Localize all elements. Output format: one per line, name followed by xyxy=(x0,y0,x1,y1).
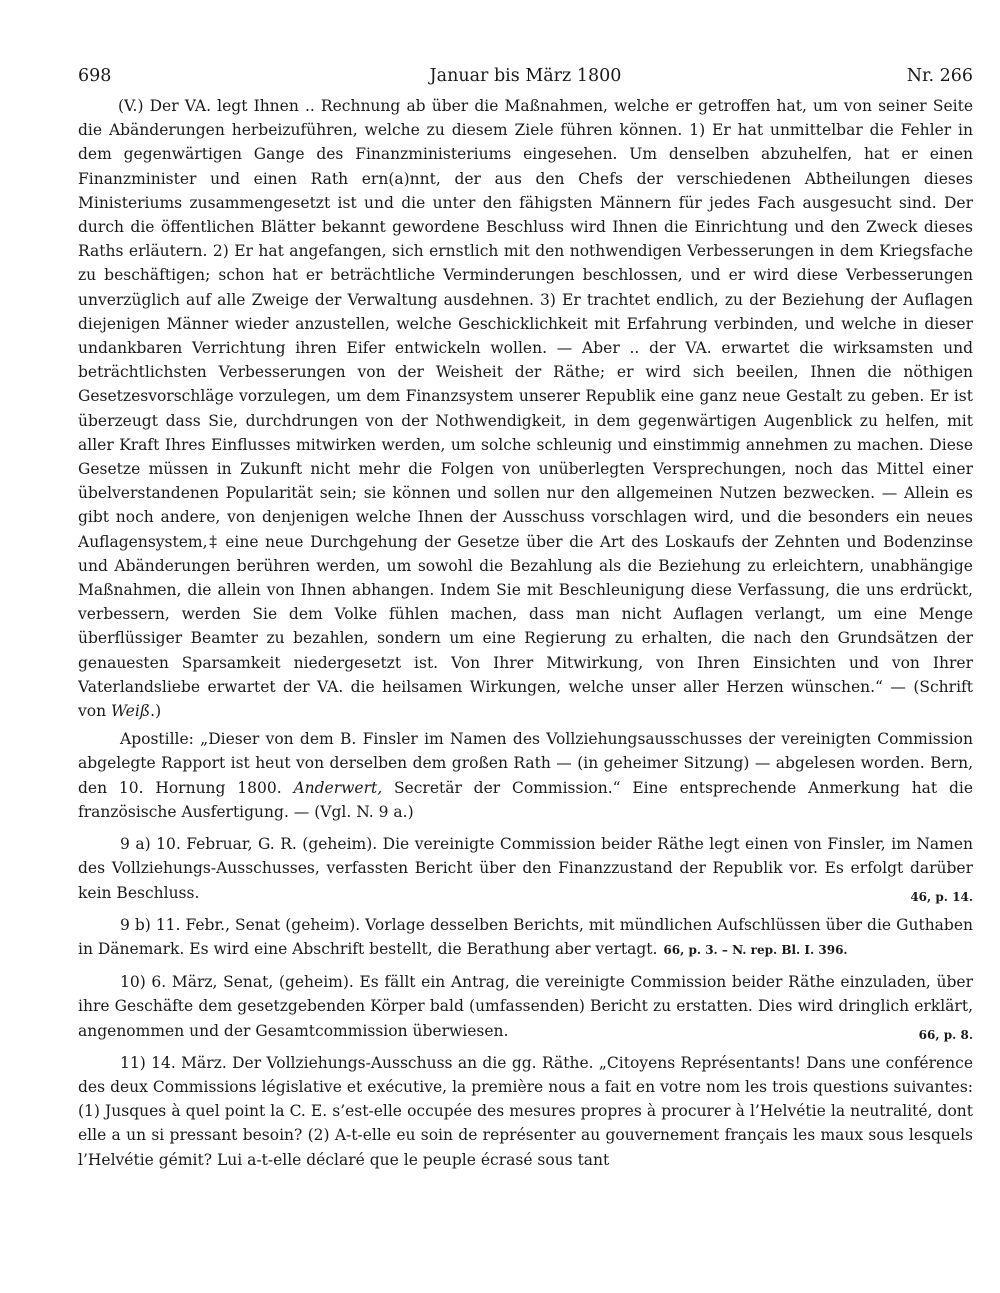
paragraph-text: 9 a) 10. Februar, G. R. (geheim). Die vereinigte Commission beider Räthe legt einen von Finsler, im Namen des Vollziehungs-Ausschusses, verfassten Bericht über den Finanzzustand der Republik vor. Es erfolgt darüber kein Beschluss. xyxy=(78,835,973,902)
source-reference: 46, p. 14. xyxy=(910,889,973,904)
paragraph-entry-9a xyxy=(78,832,973,905)
paragraph-text: 9 b) 11. Febr., Senat (geheim). Vorlage desselben Berichts, mit mündlichen Aufschlüssen über die Guthaben in Dänemark. Es wird eine Abschrift bestellt, die Berathung aber vertagt. xyxy=(78,915,973,958)
running-title: Januar bis März 1800 xyxy=(429,66,622,86)
page-number: 698 xyxy=(78,66,112,86)
document-body xyxy=(78,94,973,1172)
paragraph-text: 10) 6. März, Senat, (geheim). Es fällt ein Antrag, die vereinigte Commission beider Räthe einzuladen, über ihre Geschäfte dem gesetzgebenden Körper bald (umfassenden) Bericht zu erstatten. Dies wird dringlich erklärt, angenommen und der Gesamtcommission überwiesen. xyxy=(78,973,973,1040)
paragraph-text: Apostille: „Dieser von dem B. Finsler im Namen des Vollziehungsausschusses der vereinigten Commission abgelegte Rapport ist heut von derselben dem großen Rath — (in geheimer Sitzung) — abgelesen worden. Bern, den 10. Hornung 1800. xyxy=(78,730,973,797)
document-page xyxy=(78,62,973,1272)
paragraph-entry-10 xyxy=(78,970,973,1043)
page-header xyxy=(78,62,973,94)
secretary-name: Anderwert, xyxy=(293,778,383,797)
paragraph-report xyxy=(78,94,973,723)
source-reference: 66, p. 8. xyxy=(918,1027,973,1042)
paragraph-text: (V.) Der VA. legt Ihnen .. Rechnung ab über die Maßnahmen, welche er getroffen hat, um von seiner Seite die Abänderungen herbeizuführen, welche zu diesem Ziele führen können. 1) Er hat unmittelbar die Fehler in dem gegenwärtigen Gange des Finanzministeriums eingesehen. Um denselben abzuhelfen, hat er einen Finanzminister und einen Rath ern(a)nnt, der aus den Chefs der verschiedenen Abtheilungen dieses Ministeriums zusammengesetzt ist und die unter den fähigsten Männern für jedes Fach ausgesucht sind. Der durch die öffentlichen Blätter bekannt gewordene Beschluss wird Ihnen die Einrichtung und den Zweck dieses Raths erläutern. 2) Er hat angefangen, sich ernstlich mit den nothwendigen Verbesserungen in dem Kriegsfache zu beschäftigen; schon hat er beträchtliche Verminderungen beschlossen, und er wird diese Verbesserungen unverzüglich auf alle Zweige der Verwaltung ausdehnen. 3) Er trachtet endlich, zu der Beziehung der Auflagen diejenigen Männer wieder anzustellen, welche Geschicklichkeit mit Erfahrung verbinden, und welche in dieser undankbaren Verrichtung ihren Eifer entwickeln wollen. — Aber .. der VA. erwartet die wirksamsten und beträchtlichsten Verbesserungen von der Weisheit der Räthe; er wird sich beeilen, Ihnen die nöthigen Gesetzesvorschläge vorzulegen, um dem Finanzsystem unserer Republik eine ganz neue Gestalt zu geben. Er ist überzeugt dass Sie, durchdrungen von der Nothwendigkeit, in dem gegenwärtigen Augenblick zu helfen, mit aller Kraft Ihres Einflusses mitwirken werden, um solche schleunig und einstimmig annehmen zu machen. Diese Gesetze müssen in Zukunft nicht mehr die Folgen von unüberlegten Versprechungen, noch das Mittel einer übelverstandenen Popularität sein; sie können und sollen nur den allgemeinen Nutzen bezwecken. — Allein es gibt noch andere, von denjenigen welche Ihnen der Ausschuss vorschlagen wird, und die besonders ein neues Auflagensystem,‡ eine neue Durchgehung der Gesetze über die Art des Loskaufs der Zehnten und Bodenzinse und Abänderungen berühren werden, um sowohl die Bezahlung als die Beziehung zu erleichtern, unabhängige Maßnahmen, die allein von Ihnen abhangen. Indem Sie mit Beschleunigung diese Verfassung, die uns erdrückt, verbessern, werden Sie dem Volke fühlen machen, dass man nicht Auflagen verlangt, um eine Menge überflüssiger Beamter zu bezahlen, sondern um eine Regierung zu erhalten, die nach den Grundsätzen der genauesten Sparsamkeit niedergesetzt ist. Von Ihrer Mitwirkung, von Ihren Einsichten und von Ihrer Vaterlandsliebe erwartet der VA. die heilsamen Wirkungen, welche unser aller Herzen wünschen.“ — (Schrift von xyxy=(78,97,973,721)
source-reference: 66, p. 3. – N. rep. Bl. I. 396. xyxy=(663,942,848,957)
paragraph-tail: .) xyxy=(150,702,162,721)
paragraph-text: 11) 14. März. Der Vollziehungs-Ausschuss an die gg. Räthe. „Citoyens Représentants! Dans une conférence des deux Commissions législative et exécutive, la première nous a fait en votre nom les trois questions suivantes: (1) Jusques à quel point la C. E. s’est-elle occupée des mesures propres à procurer à l’Helvétie la neutralité, dont elle a un si pressant besoin? (2) A-t-elle eu soin de représenter au gouvernement français les maux sous lesquels l’Helvétie gémit? Lui a-t-elle déclaré que le peuple écrasé sous tant xyxy=(78,1053,973,1169)
paragraph-entry-9b xyxy=(78,913,973,962)
author-name: Weiß xyxy=(111,702,151,721)
paragraph-tail: Secretär der Commission.“ Eine entsprechende Anmerkung hat die französische Ausfertigung. — (Vgl. N. 9 a.) xyxy=(78,778,973,821)
paragraph-apostille xyxy=(78,727,973,824)
paragraph-entry-11 xyxy=(78,1051,973,1172)
entry-number: Nr. 266 xyxy=(906,66,973,86)
